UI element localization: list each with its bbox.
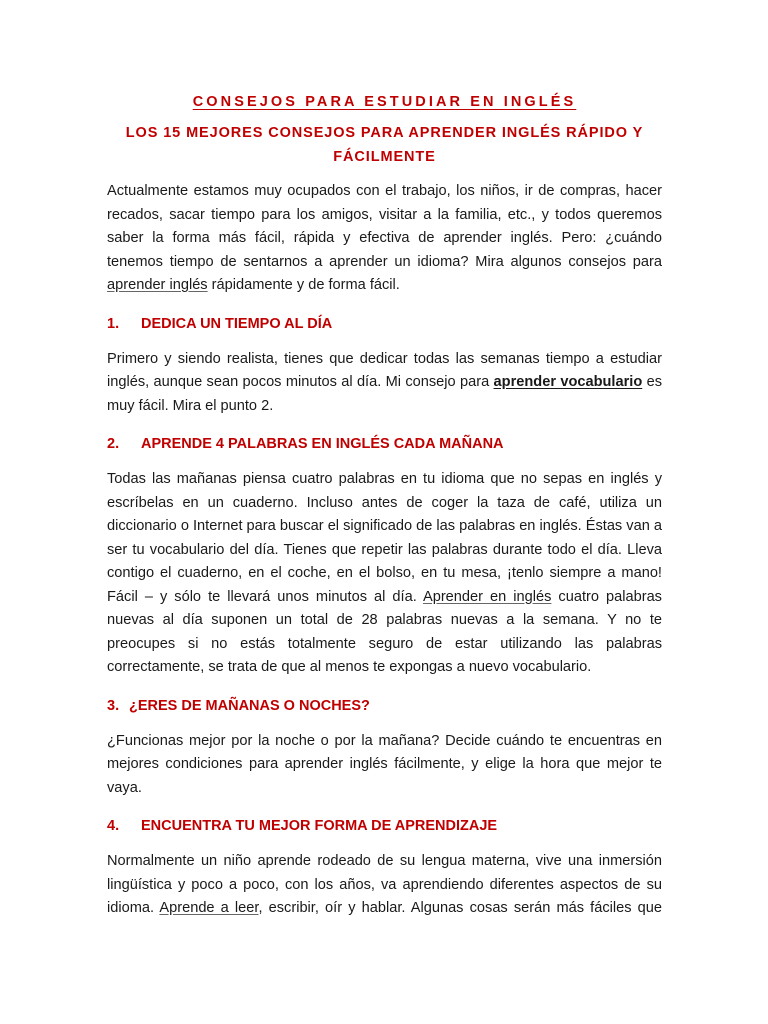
section-heading-2: 2. APRENDE 4 PALABRAS EN INGLÉS CADA MAÑANA	[107, 436, 504, 452]
link-aprender-ingles[interactable]: aprender inglés	[107, 277, 208, 293]
section-heading-1: 1. DEDICA UN TIEMPO AL DÍA	[107, 315, 333, 332]
section-paragraph-2: Todas las mañanas piensa cuatro palabras en tu idioma que no sepas en inglés y escríbelas en un cuaderno. Incluso antes de coger la taza de café, utiliza un diccionario o Internet para buscar el significado de las palabras en inglés. Éstas van a ser tu vocabulario del día. Tienes que repetir las palabras durante todo el día. Lleva contigo el cuaderno, en el coche, en el bolso, en tu mesa, ¡tenlo siempre a mano! Fácil – y sólo te llevará unos minutos al día. Aprender en inglés cuatro palabras nuevas al día suponen un total de 28 palabras nuevas a la semana. Y no te preocupes si no estás totalmente seguro de estar utilizando las palabras correctamente, se trata de que al menos te expongas a nuevo vocabulario.	[107, 471, 662, 675]
document-body	[107, 92, 662, 921]
link-aprende-a-leer[interactable]: Aprende a leer	[159, 900, 259, 916]
intro-paragraph: Actualmente estamos muy ocupados con el trabajo, los niños, ir de compras, hacer recados, sacar tiempo para los amigos, visitar a la familia, etc., y todos queremos saber la forma más fácil, rápida y efectiva de aprender inglés. Pero: ¿cuándo tenemos tiempo de sentarnos a aprender un idioma? Mira algunos consejos para aprender inglés rápidamente y de forma fácil.	[107, 183, 662, 293]
link-aprender-vocabulario[interactable]: aprender vocabulario	[493, 374, 643, 390]
section-paragraph-3: ¿Funcionas mejor por la noche o por la mañana? Decide cuándo te encuentras en mejores condiciones para aprender inglés fácilmente, y elige la hora que mejor te vaya.	[107, 732, 662, 796]
section-paragraph-4: Normalmente un niño aprende rodeado de su lengua materna, vive una inmersión lingüística y poco a poco, con los años, va aprendiendo diferentes aspectos de su idioma. Aprende a leer, escribir, oír y hablar. Algunas cosas serán más fáciles que	[107, 853, 663, 916]
section-heading-4: 4. ENCUENTRA TU MEJOR FORMA DE APRENDIZAJE	[107, 818, 498, 834]
document-title: CONSEJOS PARA ESTUDIAR EN INGLÉS	[192, 94, 577, 110]
section-heading-3: 3. ¿ERES DE MAÑANAS O NOCHES?	[107, 697, 370, 714]
link-aprender-en-ingles[interactable]: Aprender en inglés	[422, 588, 552, 605]
document-subtitle: LOS 15 MEJORES CONSEJOS PARA APRENDER INGLÉS RÁPIDO Y FÁCILMENTE	[125, 125, 644, 165]
section-paragraph-1: Primero y siendo realista, tienes que dedicar todas las semanas tiempo a estudiar inglés, aunque sean pocos minutos al día. Mi consejo para aprender vocabulario es muy fácil. Mira el punto 2.	[107, 350, 662, 414]
